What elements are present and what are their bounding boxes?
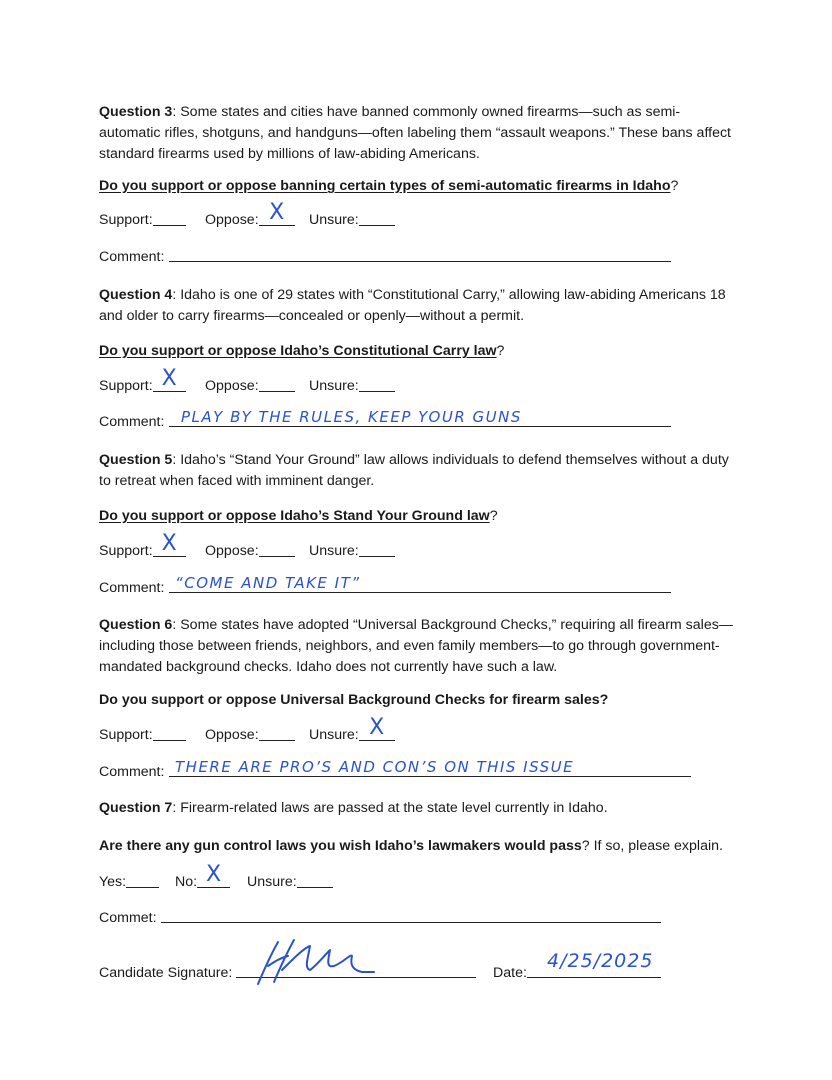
q7-unsure-label: Unsure: <box>247 874 297 890</box>
q4-support-blank[interactable] <box>153 366 186 392</box>
q5-text: : Idaho’s “Stand Your Ground” law allows individuals to defend themselves without a duty to retreat when faced with imminent danger. <box>99 452 729 489</box>
date-value: 4/25/2025 <box>547 950 654 972</box>
q7-comment-label: Commet: <box>99 910 157 926</box>
q5-unsure-blank[interactable] <box>359 541 395 557</box>
q4-unsure-option <box>309 375 395 397</box>
q5-support-label: Support: <box>99 543 153 559</box>
signature-scribble <box>244 932 384 990</box>
q4-oppose-blank[interactable] <box>259 376 295 392</box>
q3-text: : Some states and cities have banned commonly owned firearms—such as semi-automatic rifles, shotguns, and handguns—often labeling them “assault weapons.” These bans affect standard firearms used by millions of law-abiding Americans. <box>99 104 731 162</box>
q7-paragraph <box>99 798 735 819</box>
q3-oppose-option <box>205 200 295 231</box>
q3-comment-line[interactable] <box>169 261 671 262</box>
q6-answer-row <box>99 715 499 746</box>
q6-comment-row <box>99 758 699 783</box>
q7-yes-option <box>99 871 159 893</box>
q5-support-blank[interactable] <box>153 531 186 557</box>
q4-comment-label: Comment: <box>99 414 165 430</box>
q5-support-option <box>99 531 186 562</box>
q4-question-text: Do you support or oppose Idaho’s Constitutional Carry law <box>99 343 497 359</box>
q3-comment-label: Comment: <box>99 249 165 265</box>
q5-comment-row <box>99 574 679 599</box>
q4-comment-row <box>99 408 679 433</box>
q6-question-text: Do you support or oppose Universal Background Checks for firearm sales? <box>99 692 609 708</box>
q4-unsure-label: Unsure: <box>309 378 359 394</box>
q5-question-text: Do you support or oppose Idaho’s Stand Your Ground law <box>99 508 490 524</box>
q4-text: : Idaho is one of 29 states with “Constitutional Carry,” allowing law-abiding Americans 18 and older to carry firearms—concealed or openly—without a permit. <box>99 287 726 324</box>
signature-row <box>99 950 699 984</box>
q3-support-blank[interactable] <box>153 210 186 226</box>
q6-comment-text: THERE ARE PRO’S AND CON’S ON THIS ISSUE <box>175 758 575 776</box>
q6-support-blank[interactable] <box>153 725 186 741</box>
q6-oppose-label: Oppose: <box>205 727 259 743</box>
q4-support-mark: X <box>161 366 177 391</box>
q7-question <box>99 836 759 856</box>
q3-paragraph <box>99 102 735 165</box>
signature-label: Candidate Signature: <box>99 965 233 981</box>
q5-unsure-option <box>309 540 395 562</box>
q7-no-label: No: <box>175 874 198 890</box>
q5-question-tail: ? <box>489 508 498 524</box>
q6-text: : Some states have adopted “Universal Background Checks,” requiring all firearm sales—including those between friends, neighbors, and even family members—to go through government-mandated background checks. Idaho does not currently have such a law. <box>99 617 733 675</box>
q5-oppose-blank[interactable] <box>259 541 295 557</box>
q7-label: Question 7 <box>99 800 173 816</box>
q4-paragraph <box>99 285 735 327</box>
q7-question-tail: ? If so, please explain. <box>581 838 723 854</box>
q7-yes-label: Yes: <box>99 874 127 890</box>
q6-oppose-option <box>205 724 295 746</box>
q3-answer-row <box>99 200 499 231</box>
date-line[interactable] <box>527 977 661 978</box>
q5-comment-label: Comment: <box>99 580 165 596</box>
q7-comment-line[interactable] <box>161 922 661 923</box>
q4-comment-text: PLAY BY THE RULES, KEEP YOUR GUNS <box>181 408 522 426</box>
q7-no-option <box>175 862 230 893</box>
q5-label: Question 5 <box>99 452 173 468</box>
q5-support-mark: X <box>161 531 177 556</box>
q5-question <box>99 506 759 526</box>
q6-oppose-blank[interactable] <box>259 725 295 741</box>
q7-comment-row <box>99 907 669 929</box>
q6-unsure-label: Unsure: <box>309 727 359 743</box>
q3-support-label: Support: <box>99 212 153 228</box>
q6-support-option <box>99 724 186 746</box>
q3-label: Question 3 <box>99 104 173 120</box>
q3-oppose-blank[interactable] <box>259 200 295 226</box>
q4-question-tail: ? <box>496 343 505 359</box>
q7-unsure-blank[interactable] <box>297 872 333 888</box>
q3-support-option <box>99 209 186 231</box>
q4-question <box>99 341 759 361</box>
q5-oppose-option <box>205 540 295 562</box>
q6-support-label: Support: <box>99 727 153 743</box>
q3-question <box>99 176 759 196</box>
q7-question-text: Are there any gun control laws you wish Idaho’s lawmakers would pass <box>99 838 582 854</box>
q5-unsure-label: Unsure: <box>309 543 359 559</box>
q4-answer-row <box>99 366 499 397</box>
q6-unsure-blank[interactable] <box>359 715 395 741</box>
q5-comment-text: “COME AND TAKE IT” <box>175 574 361 592</box>
q6-question <box>99 690 759 710</box>
q5-oppose-label: Oppose: <box>205 543 259 559</box>
q3-question-text: Do you support or oppose banning certain types of semi-automatic firearms in Idaho <box>99 178 671 194</box>
q4-support-label: Support: <box>99 378 153 394</box>
date-label: Date: <box>493 965 527 981</box>
q6-comment-label: Comment: <box>99 764 165 780</box>
q3-oppose-mark: X <box>269 200 285 225</box>
q5-answer-row <box>99 531 499 562</box>
q6-label: Question 6 <box>99 617 173 633</box>
q7-no-mark: X <box>206 862 222 887</box>
q3-question-tail: ? <box>670 178 679 194</box>
q4-support-option <box>99 366 186 397</box>
q6-unsure-mark: X <box>369 715 385 740</box>
q7-unsure-option <box>247 871 333 893</box>
q6-paragraph <box>99 615 735 678</box>
q4-label: Question 4 <box>99 287 173 303</box>
q4-oppose-option <box>205 375 295 397</box>
q3-oppose-label: Oppose: <box>205 212 259 228</box>
q4-unsure-blank[interactable] <box>359 376 395 392</box>
q5-paragraph <box>99 450 735 492</box>
q4-oppose-label: Oppose: <box>205 378 259 394</box>
q7-yes-blank[interactable] <box>126 872 159 888</box>
q3-unsure-blank[interactable] <box>359 210 395 226</box>
q7-no-blank[interactable] <box>197 862 230 888</box>
q3-comment-row <box>99 246 679 268</box>
q6-unsure-option <box>309 715 395 746</box>
q3-unsure-option <box>309 209 395 231</box>
q7-text: : Firearm-related laws are passed at the state level currently in Idaho. <box>172 800 608 816</box>
q3-unsure-label: Unsure: <box>309 212 359 228</box>
q7-answer-row <box>99 862 499 893</box>
